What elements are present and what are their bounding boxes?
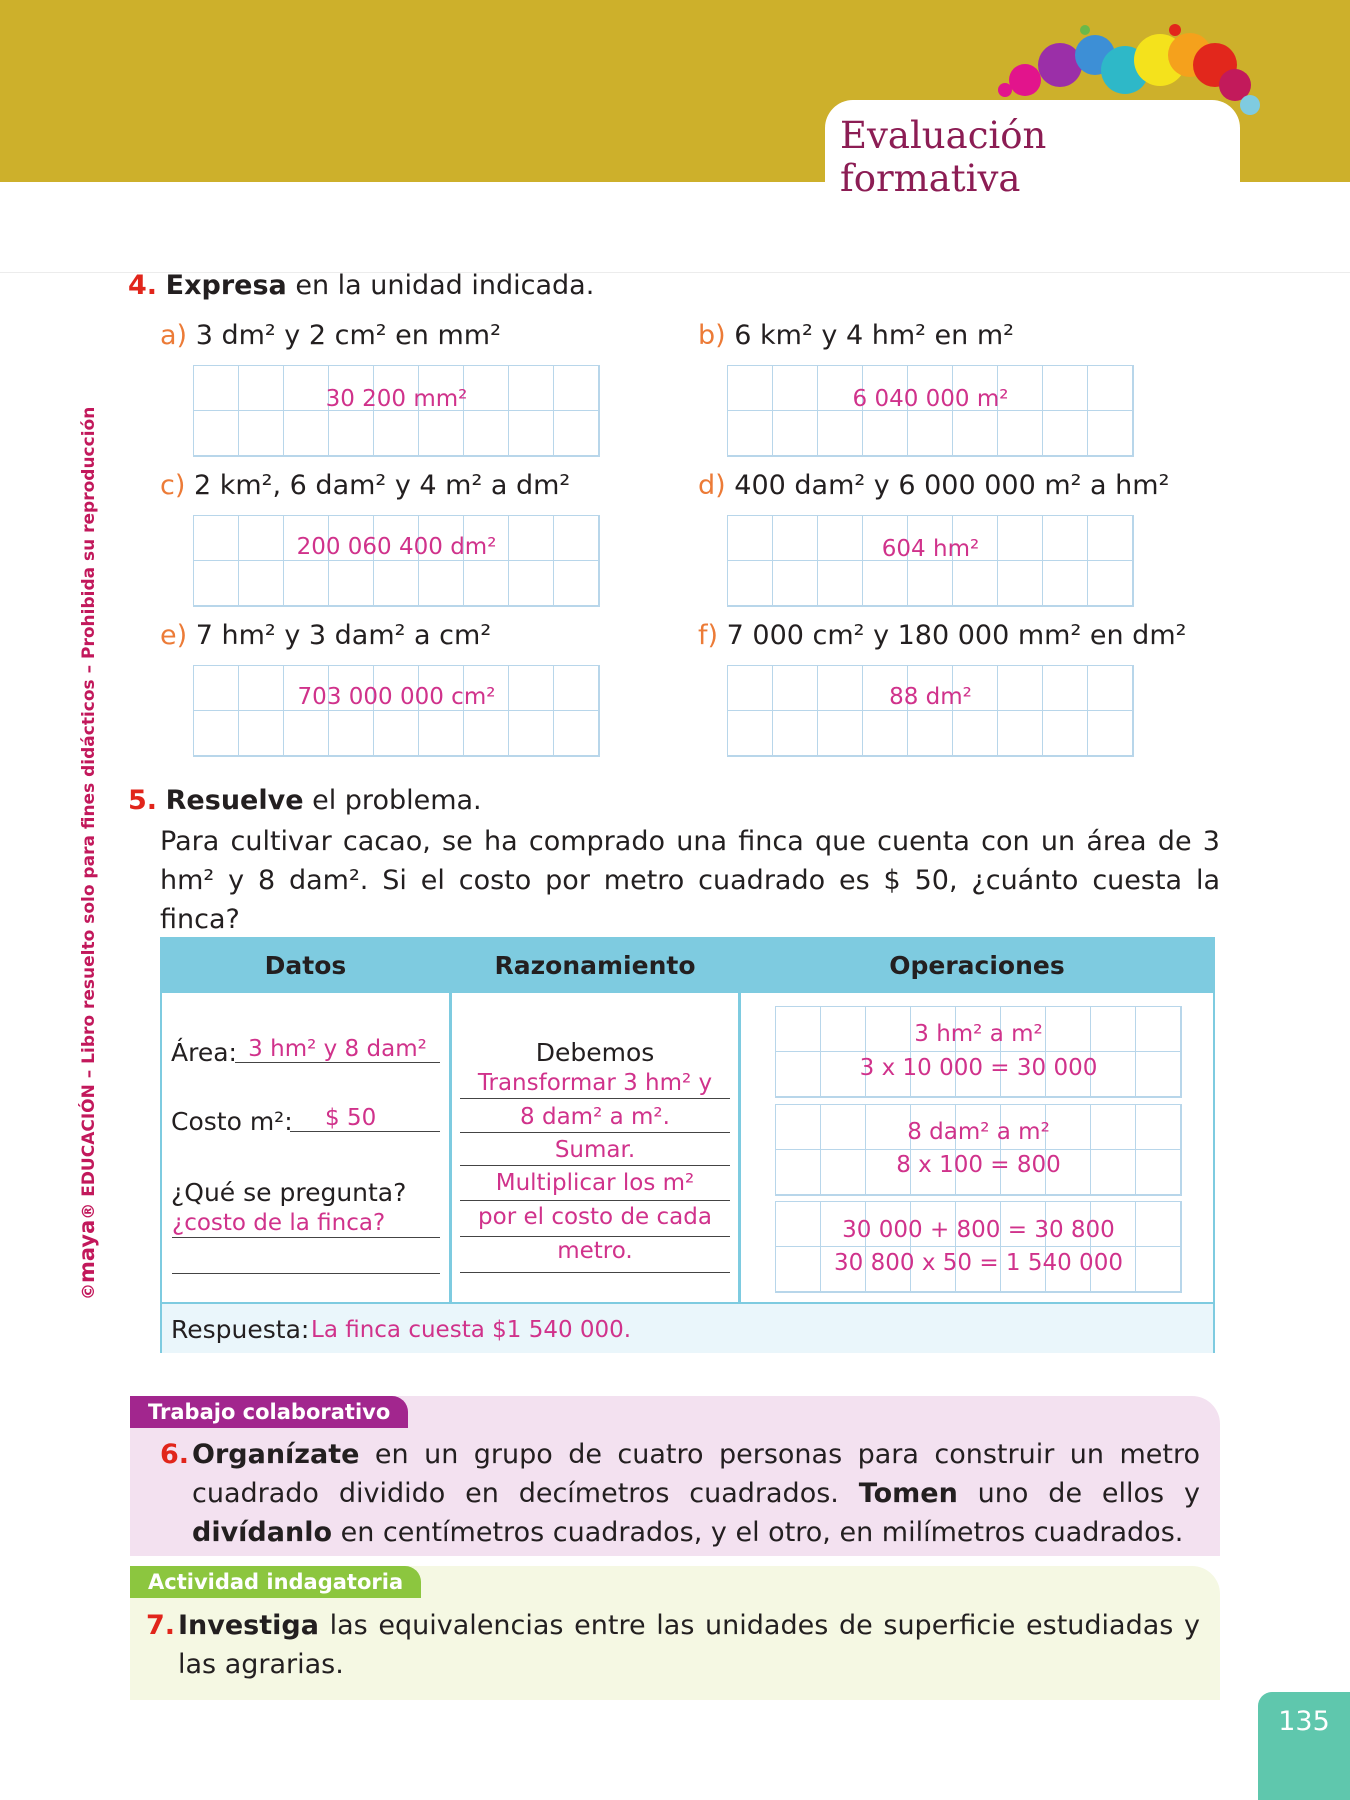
item-letter: a) <box>160 320 188 351</box>
operation-grid-1 <box>775 1006 1182 1098</box>
reasoning-line: por el costo de cada <box>460 1204 730 1237</box>
blank-line <box>172 1246 440 1274</box>
question-value: ¿costo de la finca? <box>172 1210 440 1238</box>
item-f-statement <box>698 620 1186 651</box>
answer-grid-e <box>193 665 600 757</box>
question-5-heading <box>128 785 482 816</box>
item-text: 7 000 cm² y 180 000 mm² en dm² <box>726 620 1187 651</box>
item-text: 400 dam² y 6 000 000 m² a hm² <box>734 470 1170 501</box>
question-number: 5. <box>128 785 158 816</box>
text-run: uno de ellos y <box>957 1478 1200 1509</box>
answer-b: 6 040 000 m² <box>852 386 1009 412</box>
item-text: 2 km², 6 dam² y 4 m² a dm² <box>193 470 571 501</box>
question-text: el problema. <box>303 785 482 816</box>
page-number: 135 <box>1258 1692 1350 1800</box>
item-text: 6 km² y 4 hm² en m² <box>734 320 1014 351</box>
question-4-heading <box>128 270 594 301</box>
area-value: 3 hm² y 8 dam² <box>235 1036 440 1063</box>
bold-verb: divídanlo <box>192 1517 333 1548</box>
question-label: ¿Qué se pregunta? <box>171 1178 407 1207</box>
question-verb: Resuelve <box>165 785 304 816</box>
answer-grid-a <box>193 365 600 457</box>
reasoning-line: metro. <box>460 1238 730 1273</box>
answer-grid-c <box>193 515 600 607</box>
reasoning-intro: Debemos <box>535 1038 655 1067</box>
collab-tag: Trabajo colaborativo <box>130 1396 408 1428</box>
question-verb: Expresa <box>165 270 287 301</box>
item-b-statement <box>698 320 1014 351</box>
table-header-datos: Datos <box>162 939 449 993</box>
area-label: Área: <box>171 1038 237 1067</box>
text-run: en centímetros cuadrados, y el otro, en milímetros cuadrados. <box>332 1517 1184 1548</box>
text-run: las equivalencias entre las unidades de superficie estudiadas y las agrarias. <box>178 1610 1200 1680</box>
operation-line: 30 800 x 50 = 1 540 000 <box>834 1250 1123 1276</box>
answer-a: 30 200 mm² <box>325 386 468 412</box>
cost-label: Costo m²: <box>171 1107 293 1136</box>
item-letter: f) <box>698 620 719 651</box>
operation-line: 8 dam² a m² <box>907 1119 1050 1145</box>
answer-c: 200 060 400 dm² <box>296 534 497 560</box>
number-label: 7. <box>146 1610 176 1641</box>
answer-value: La finca cuesta $1 540 000. <box>311 1317 632 1343</box>
inquiry-text <box>178 1606 1200 1684</box>
item-letter: d) <box>698 470 726 501</box>
brand-logo: maya <box>75 1219 99 1283</box>
text-run: en un grupo de cuatro personas para construir un metro cuadrado dividido en decímetros cuadrados. <box>192 1439 1200 1509</box>
item-c-statement <box>160 470 570 501</box>
item-letter: e) <box>160 620 188 651</box>
item-e-statement <box>160 620 491 651</box>
question-number: 4. <box>128 270 158 301</box>
operation-line: 8 x 100 = 800 <box>896 1152 1061 1178</box>
sidebar-copyright: ©maya® EDUCACIÓN – Libro resuelto solo para fines didácticos – Prohibida su reproducción <box>75 406 99 1300</box>
answer-grid-d <box>727 515 1134 607</box>
item-a-statement <box>160 320 501 351</box>
page-title: Evaluación formativa <box>840 114 1047 200</box>
item-letter: c) <box>160 470 186 501</box>
answer-e: 703 000 000 cm² <box>297 684 496 710</box>
reasoning-line: Sumar. <box>460 1137 730 1166</box>
item-text: 3 dm² y 2 cm² en mm² <box>195 320 501 351</box>
item-d-statement <box>698 470 1169 501</box>
operation-grid-3 <box>775 1201 1182 1293</box>
operation-line: 3 x 10 000 = 30 000 <box>859 1055 1098 1081</box>
collab-text <box>192 1435 1200 1552</box>
column-divider <box>738 939 741 1302</box>
problem-statement: Para cultivar cacao, se ha comprado una finca que cuenta con un área de 3 hm² y 8 dam². Si el costo por metro cuadrado es $ 50, ¿cuánto cuesta la finca? <box>160 826 1220 935</box>
cost-value: $ 50 <box>290 1105 440 1132</box>
reasoning-line: 8 dam² a m². <box>460 1104 730 1133</box>
operation-grid-2 <box>775 1104 1182 1196</box>
item-letter: b) <box>698 320 726 351</box>
item-text: 7 hm² y 3 dam² a cm² <box>195 620 492 651</box>
reasoning-line: Transformar 3 hm² y <box>460 1070 730 1099</box>
sidebar-text: EDUCACIÓN – Libro resuelto solo para fines didácticos – Prohibida su reproducción <box>79 406 99 1197</box>
bold-verb: Organízate <box>192 1439 360 1470</box>
number-label: 6. <box>160 1439 190 1470</box>
column-divider <box>449 939 452 1302</box>
table-header-razonamiento: Razonamiento <box>452 939 738 993</box>
answer-f: 88 dm² <box>889 684 972 710</box>
answer-grid-f <box>727 665 1134 757</box>
question-text: en la unidad indicada. <box>286 270 595 301</box>
bold-verb: Tomen <box>858 1478 958 1509</box>
bold-verb: Investiga <box>178 1610 319 1641</box>
operation-line: 30 000 + 800 = 30 800 <box>842 1217 1115 1243</box>
operation-line: 3 hm² a m² <box>914 1021 1043 1047</box>
inquiry-tag: Actividad indagatoria <box>130 1566 421 1598</box>
table-header-operaciones: Operaciones <box>741 939 1213 993</box>
answer-grid-b <box>727 365 1134 457</box>
answer-d: 604 hm² <box>881 536 980 562</box>
answer-label: Respuesta: <box>171 1315 310 1344</box>
reasoning-line: Multiplicar los m² <box>460 1170 730 1201</box>
